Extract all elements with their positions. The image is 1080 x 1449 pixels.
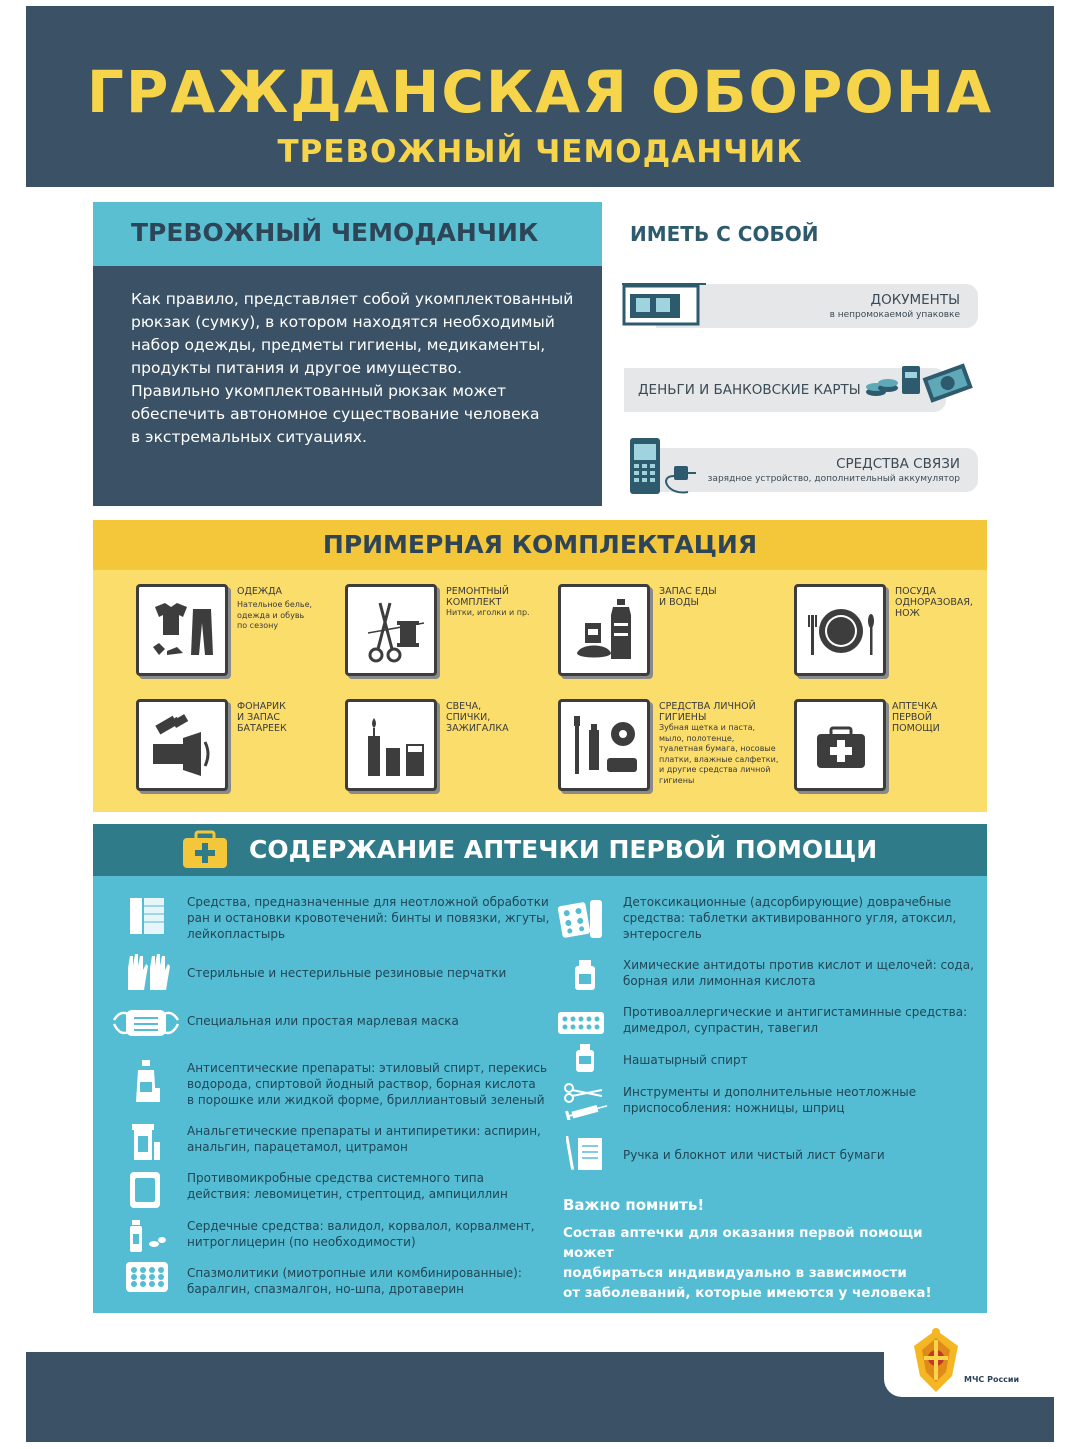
first-aid-heading-bar [93, 824, 987, 876]
have-item-label: СРЕДСТВА СВЯЗИ [836, 456, 960, 472]
ammonia-icon [572, 1042, 598, 1074]
bandage-icon [128, 894, 168, 938]
kit-item-title: ПОМОЩИ [892, 723, 940, 734]
have-with-you-title: ИМЕТЬ С СОБОЙ [630, 222, 819, 246]
kit-item-title: ОДНОРАЗОВАЯ, [895, 597, 973, 608]
aid-item-line: Средства, предназначенные для неотложной обработки [187, 895, 549, 909]
kit-item-first-aid [794, 699, 886, 791]
kit-item-desc: гигиены [659, 775, 695, 785]
aid-item-line: энтеросгель [623, 927, 702, 941]
kit-item-title: ПОСУДА [895, 586, 936, 597]
aid-item-line: борная или лимонная кислота [623, 974, 816, 988]
aid-item-line: димедрол, супрастин, тавегил [623, 1021, 819, 1035]
aid-item-line: приспособления: ножницы, шприц [623, 1101, 845, 1115]
kit-item-hygiene [558, 699, 650, 791]
heart-drugs-icon [126, 1218, 168, 1254]
aid-item-line: водорода, спиртовой йодный раствор, борная кислота [187, 1077, 536, 1091]
intro-text-block [93, 266, 602, 506]
important-note-title: Важно помнить! [563, 1196, 705, 1214]
composition-heading: ПРИМЕРНАЯ КОМПЛЕКТАЦИЯ [322, 530, 758, 559]
gloves-icon [124, 950, 172, 994]
kit-item-title: ГИГИЕНЫ [659, 712, 707, 723]
note-line: подбираться индивидуально в зависимости [563, 1265, 907, 1281]
intro-line: набор одежды, предметы гигиены, медикаменты, [131, 336, 546, 354]
kit-item-title: СВЕЧА, [446, 701, 482, 712]
aid-item-line: Антисептические препараты: этиловый спирт, перекись [187, 1061, 548, 1075]
note-line: Состав аптечки для оказания первой помощи может [563, 1225, 923, 1261]
aid-item-line: Детоксикационные (адсорбирующие) доврачебные [623, 895, 952, 909]
aid-item [623, 1084, 916, 1116]
antiallergy-icon [556, 1010, 606, 1036]
aid-item-line: Нашатырный спирт [623, 1053, 748, 1067]
composition-heading-bar [93, 520, 987, 570]
dishes-icon [803, 593, 879, 669]
have-item-communication [656, 448, 978, 492]
have-item-label: ДЕНЬГИ И БАНКОВСКИЕ КАРТЫ [638, 382, 861, 398]
aid-item-line: действия: левомицетин, стрептоцид, ампициллин [187, 1187, 508, 1201]
intro-line: продукты питания и другое имущество. [131, 359, 463, 377]
sewing-kit-icon [354, 593, 430, 669]
note-line: от заболеваний, которые имеются у человека! [563, 1285, 932, 1301]
aid-item [623, 1052, 748, 1068]
kit-item-desc: Зубная щетка и паста, [659, 723, 756, 732]
antidote-icon [572, 958, 598, 992]
kit-item-text [659, 586, 789, 608]
kit-item-food [558, 584, 650, 676]
aid-item-line: лейкопластырь [187, 927, 286, 941]
antiseptic-icon [134, 1058, 162, 1104]
page-subtitle: ТРЕВОЖНЫЙ ЧЕМОДАНЧИК [277, 134, 803, 170]
org-label: МЧС России [964, 1375, 1020, 1384]
kit-item-repair [345, 584, 437, 676]
kit-item-desc: Нитки, иголки и пр. [446, 608, 530, 617]
aid-item [623, 1004, 967, 1036]
kit-item-desc: Нательное белье, [237, 600, 313, 609]
aid-item-line: Химические антидоты против кислот и щелочей: сода, [623, 958, 974, 972]
kit-item-candle [345, 699, 437, 791]
aid-item-line: Анальгетические препараты и антипиретики: аспирин, [187, 1124, 541, 1138]
aid-item-line: Спазмолитики (миотропные или комбинированные): [187, 1266, 522, 1280]
aid-item-line: Ручка и блокнот или чистый лист бумаги [623, 1148, 885, 1162]
aid-item-line: Стерильные и нестерильные резиновые перчатки [187, 966, 507, 980]
aid-item [187, 1265, 522, 1297]
kit-item-title: СПИЧКИ, [446, 712, 491, 723]
intro-line: Правильно укомплектованный рюкзак может [131, 382, 507, 400]
money-cards-icon [864, 358, 976, 408]
aid-item-line: Противоаллергические и антигистаминные средства: [623, 1005, 968, 1019]
aid-item [187, 1123, 541, 1155]
intro-heading-bar [93, 202, 602, 266]
intro-line: Как правило, представляет собой укомплектованный [131, 290, 574, 308]
have-item-label: ДОКУМЕНТЫ [870, 292, 960, 308]
have-item-sub: зарядное устройство, дополнительный аккумулятор [707, 474, 960, 484]
aid-item [623, 1147, 885, 1163]
kit-item-text [659, 701, 789, 786]
first-aid-kit-icon [803, 708, 879, 784]
kit-item-title: ФОНАРИК [237, 701, 286, 712]
kit-item-flashlight [136, 699, 228, 791]
aid-item-line: нитроглицерин (по необходимости) [187, 1235, 416, 1249]
phone-charger-icon [628, 436, 700, 498]
analgesic-icon [130, 1122, 162, 1162]
aid-item [187, 1170, 508, 1202]
kit-item-title: БАТАРЕЕК [237, 723, 287, 734]
mchs-emblem-icon [910, 1326, 962, 1396]
kit-item-title: ПЕРВОЙ [892, 712, 932, 723]
aid-item-line: баралгин, спазмалгон, но-шпа, дротаверин [187, 1282, 464, 1296]
page-title: ГРАЖДАНСКАЯ ОБОРОНА [86, 58, 994, 126]
kit-item-title: АПТЕЧКА [892, 701, 938, 712]
antimicrobial-icon [128, 1170, 162, 1210]
mask-icon [110, 1006, 182, 1040]
aid-item [623, 957, 974, 989]
hygiene-icon [567, 708, 643, 784]
antispasmodic-icon [124, 1260, 170, 1294]
first-aid-kit-icon [181, 830, 229, 870]
kit-item-title: СРЕДСТВА ЛИЧНОЙ [659, 701, 756, 712]
aid-item-line: Специальная или простая марлевая маска [187, 1014, 459, 1028]
kit-item-desc: мыло, полотенце, [659, 733, 735, 743]
kit-item-title: ОДЕЖДА [237, 586, 283, 597]
intro-line: рюкзак (сумку), в котором находятся необходимый [131, 313, 555, 331]
aid-item-line: Инструменты и дополнительные неотложные [623, 1085, 917, 1099]
pen-notepad-icon [566, 1132, 606, 1174]
aid-item-line: анальгин, парацетамол, цитрамон [187, 1140, 408, 1154]
aid-item [187, 965, 506, 981]
kit-item-text [446, 701, 576, 734]
aid-item [187, 1218, 535, 1250]
kit-item-title: КОМПЛЕКТ [446, 597, 502, 608]
clothes-icon [145, 593, 221, 669]
kit-item-text [892, 701, 1022, 734]
kit-item-title: И ЗАПАС [237, 712, 280, 723]
kit-item-text [446, 586, 576, 619]
poster [26, 6, 1054, 1442]
aid-item-line: средства: таблетки активированного угля, атоксил, [623, 911, 957, 925]
important-note-text [563, 1223, 963, 1303]
kit-item-clothes [136, 584, 228, 676]
food-water-icon [567, 593, 643, 669]
aid-item-line: Сердечные средства: валидол, корвалол, корвалмент, [187, 1219, 535, 1233]
kit-item-title: НОЖ [895, 608, 920, 619]
aid-item-line: Противомикробные средства системного типа [187, 1171, 484, 1185]
kit-item-title: ЗАПАС ЕДЫ [659, 586, 717, 597]
flashlight-icon [145, 708, 221, 784]
kit-item-text [895, 586, 1025, 619]
kit-item-title: И ВОДЫ [659, 597, 699, 608]
intro-line: в экстремальных ситуациях. [131, 428, 367, 446]
kit-item-title: ЗАЖИГАЛКА [446, 723, 509, 734]
aid-item [187, 1060, 547, 1108]
intro-text [131, 288, 581, 449]
kit-item-desc: платки, влажные салфетки, [659, 754, 779, 764]
aid-item [187, 894, 549, 942]
header-banner [26, 6, 1054, 187]
aid-item-line: в порошке или жидкой форме, бриллиантовый зеленый [187, 1093, 545, 1107]
have-item-sub: в непромокаемой упаковке [829, 310, 960, 320]
intro-line: обеспечить автономное существование человека [131, 405, 540, 423]
kit-item-dishes [794, 584, 886, 676]
aid-item-line: ран и остановки кровотечений: бинты и повязки, жгуты, [187, 911, 550, 925]
documents-icon [622, 282, 708, 328]
kit-item-desc: туалетная бумага, носовые [659, 744, 776, 753]
kit-item-desc: и другие средства личной [659, 765, 771, 774]
kit-item-desc: одежда и обувь [237, 610, 305, 620]
scissors-syringe-icon [562, 1080, 610, 1120]
kit-item-desc: по сезону [237, 621, 279, 630]
detox-icon [556, 896, 606, 940]
kit-item-title: РЕМОНТНЫЙ [446, 586, 509, 597]
aid-item [187, 1013, 459, 1029]
aid-item [623, 894, 956, 942]
first-aid-heading: СОДЕРЖАНИЕ АПТЕЧКИ ПЕРВОЙ ПОМОЩИ [249, 835, 878, 864]
intro-heading: ТРЕВОЖНЫЙ ЧЕМОДАНЧИК [131, 218, 539, 247]
candle-matches-icon [354, 708, 430, 784]
